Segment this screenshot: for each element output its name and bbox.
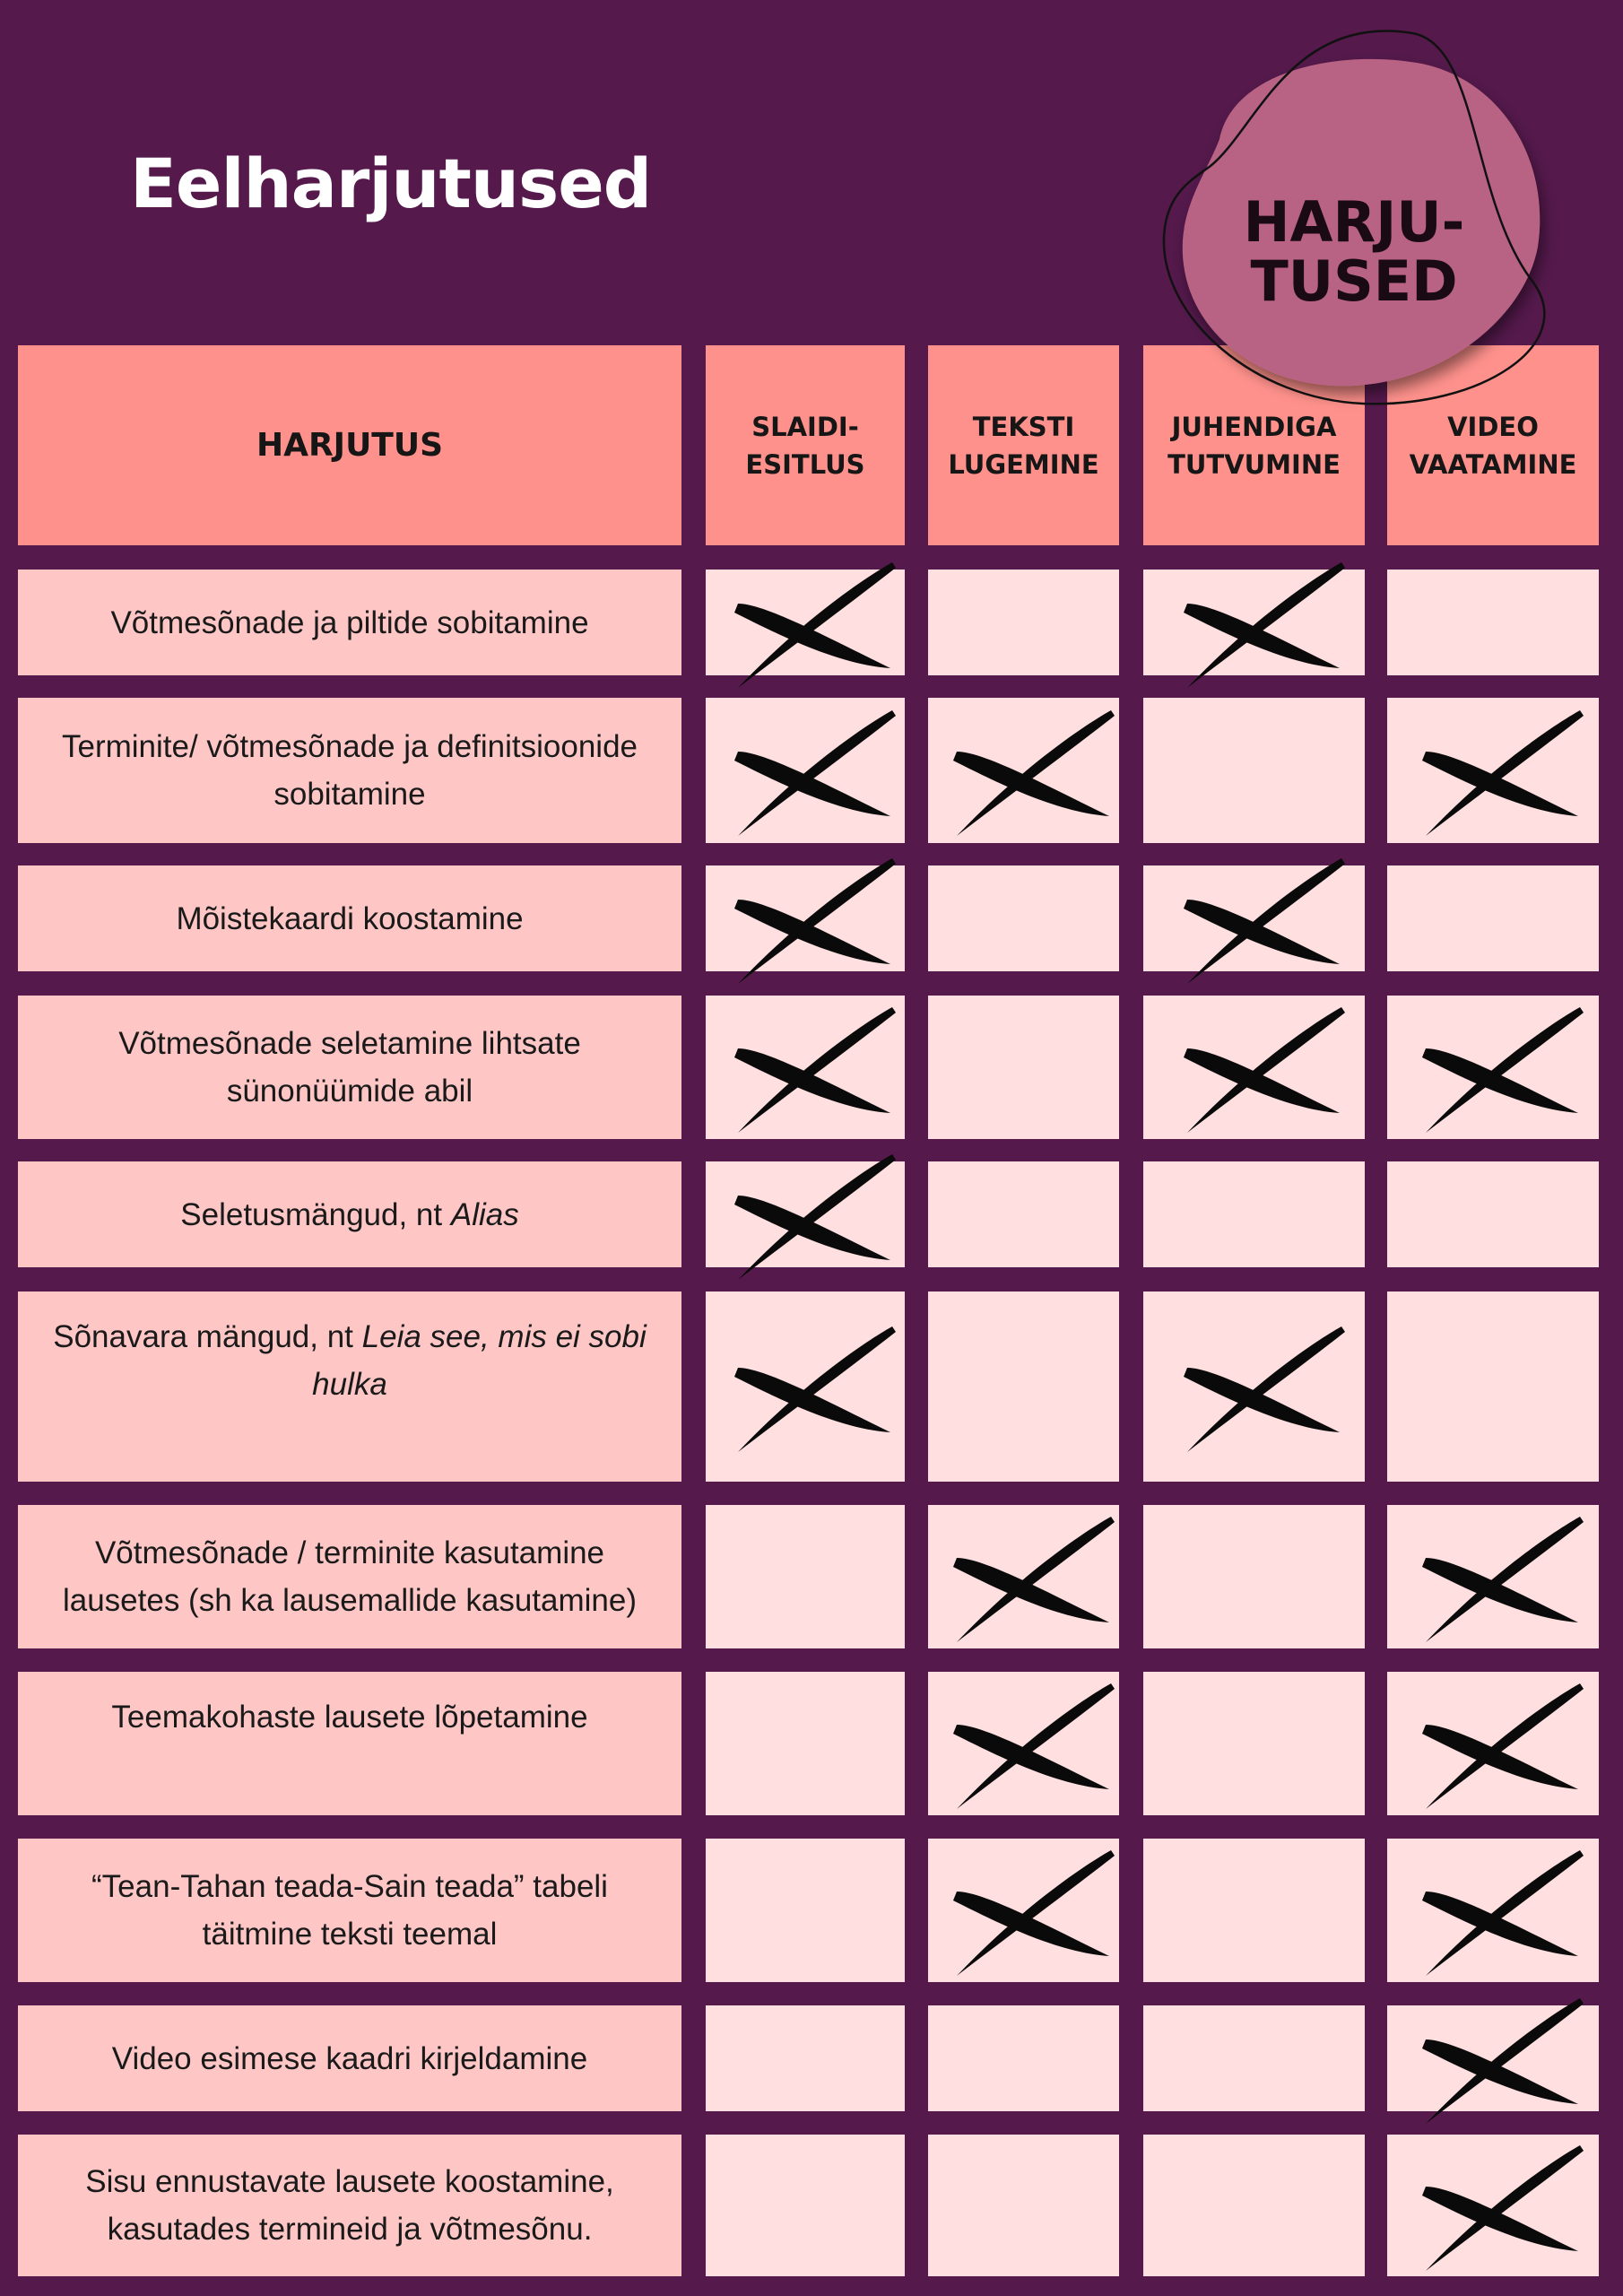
mark-cell	[1143, 698, 1365, 843]
mark-cell	[928, 1672, 1119, 1815]
mark-cell	[706, 996, 905, 1139]
mark-cell	[928, 698, 1119, 843]
mark-cell	[1387, 1505, 1599, 1648]
header-line: SLAIDI-	[751, 411, 859, 442]
mark-cell	[1387, 996, 1599, 1139]
mark-cell	[1387, 698, 1599, 843]
mark-cell	[706, 865, 905, 971]
exercise-label	[18, 2005, 681, 2111]
harjutused-badge	[1157, 22, 1560, 417]
mark-cell	[928, 996, 1119, 1139]
mark-cell	[1387, 570, 1599, 675]
exercise-text: Sõnavara mängud, nt	[53, 1319, 362, 1354]
mark-cell	[706, 2005, 905, 2111]
exercise-text: Video esimese kaadri kirjeldamine	[111, 2040, 588, 2076]
exercise-text: Võtmesõnade / terminite kasutamine lausetes (sh ka lausemallide kasutamine)	[62, 1535, 638, 1618]
exercise-text: Võtmesõnade ja piltide sobitamine	[110, 604, 589, 640]
exercise-text: “Tean-Tahan teada-Sain teada” tabeli täitmine teksti teemal	[91, 1869, 608, 1952]
mark-cell	[1387, 865, 1599, 971]
exercise-example: Alias	[450, 1196, 519, 1232]
mark-cell	[928, 1161, 1119, 1267]
header-line: VAATAMINE	[1409, 448, 1577, 480]
exercise-label	[18, 570, 681, 675]
exercise-text: Seletusmängud, nt	[180, 1196, 451, 1232]
mark-cell	[706, 1505, 905, 1648]
mark-cell	[1143, 865, 1365, 971]
header-exercise: HARJUTUS	[18, 345, 681, 545]
mark-cell	[1387, 1292, 1599, 1482]
exercise-text: Mõistekaardi koostamine	[176, 900, 524, 936]
header-line: TEKSTI	[972, 411, 1075, 442]
mark-cell	[706, 1672, 905, 1815]
header-line: TUTVUMINE	[1167, 448, 1341, 480]
header-line: LUGEMINE	[948, 448, 1099, 480]
mark-cell	[1387, 1161, 1599, 1267]
mark-cell	[928, 2135, 1119, 2276]
exercise-text: Teemakohaste lausete lõpetamine	[111, 1700, 588, 1735]
mark-cell	[1143, 570, 1365, 675]
mark-cell	[706, 570, 905, 675]
exercise-label	[18, 1839, 681, 1982]
mark-cell	[1143, 1505, 1365, 1648]
mark-cell	[1143, 1161, 1365, 1267]
mark-cell	[1143, 1672, 1365, 1815]
page-title: Eelharjutused	[130, 144, 652, 223]
exercise-text: Võtmesõnade seletamine lihtsate sünonüümide abil	[118, 1026, 581, 1109]
mark-cell	[928, 1505, 1119, 1648]
header-line: JUHENDIGA	[1171, 411, 1337, 442]
mark-cell	[706, 1292, 905, 1482]
header-column	[706, 345, 905, 545]
mark-cell	[1143, 1839, 1365, 1982]
exercise-label	[18, 1672, 681, 1815]
mark-cell	[928, 1292, 1119, 1482]
exercise-label	[18, 1505, 681, 1648]
mark-cell	[706, 1161, 905, 1267]
badge-label: HARJU- TUSED	[1243, 189, 1465, 314]
exercise-label	[18, 698, 681, 843]
exercise-label	[18, 996, 681, 1139]
mark-cell	[1143, 2135, 1365, 2276]
mark-cell	[1387, 1839, 1599, 1982]
exercise-label	[18, 1292, 681, 1482]
exercise-text: Sisu ennustavate lausete koostamine, kasutades termineid ja võtmesõnu.	[85, 2164, 614, 2247]
exercise-example: Leia see, mis ei sobi hulka	[312, 1319, 647, 1402]
mark-cell	[1143, 2005, 1365, 2111]
mark-cell	[1387, 2005, 1599, 2111]
mark-cell	[706, 2135, 905, 2276]
mark-cell	[1143, 1292, 1365, 1482]
exercise-label	[18, 865, 681, 971]
mark-cell	[706, 1839, 905, 1982]
exercise-label	[18, 2135, 681, 2276]
mark-cell	[928, 1839, 1119, 1982]
header-column	[928, 345, 1119, 545]
mark-cell	[1143, 996, 1365, 1139]
mark-cell	[928, 865, 1119, 971]
mark-cell	[706, 698, 905, 843]
header-line: VIDEO	[1447, 411, 1539, 442]
mark-cell	[1387, 2135, 1599, 2276]
exercise-text: Terminite/ võtmesõnade ja definitsioonide sobitamine	[61, 729, 638, 812]
exercise-label	[18, 1161, 681, 1267]
mark-cell	[928, 570, 1119, 675]
mark-cell	[928, 2005, 1119, 2111]
mark-cell	[1387, 1672, 1599, 1815]
header-line: ESITLUS	[745, 448, 865, 480]
